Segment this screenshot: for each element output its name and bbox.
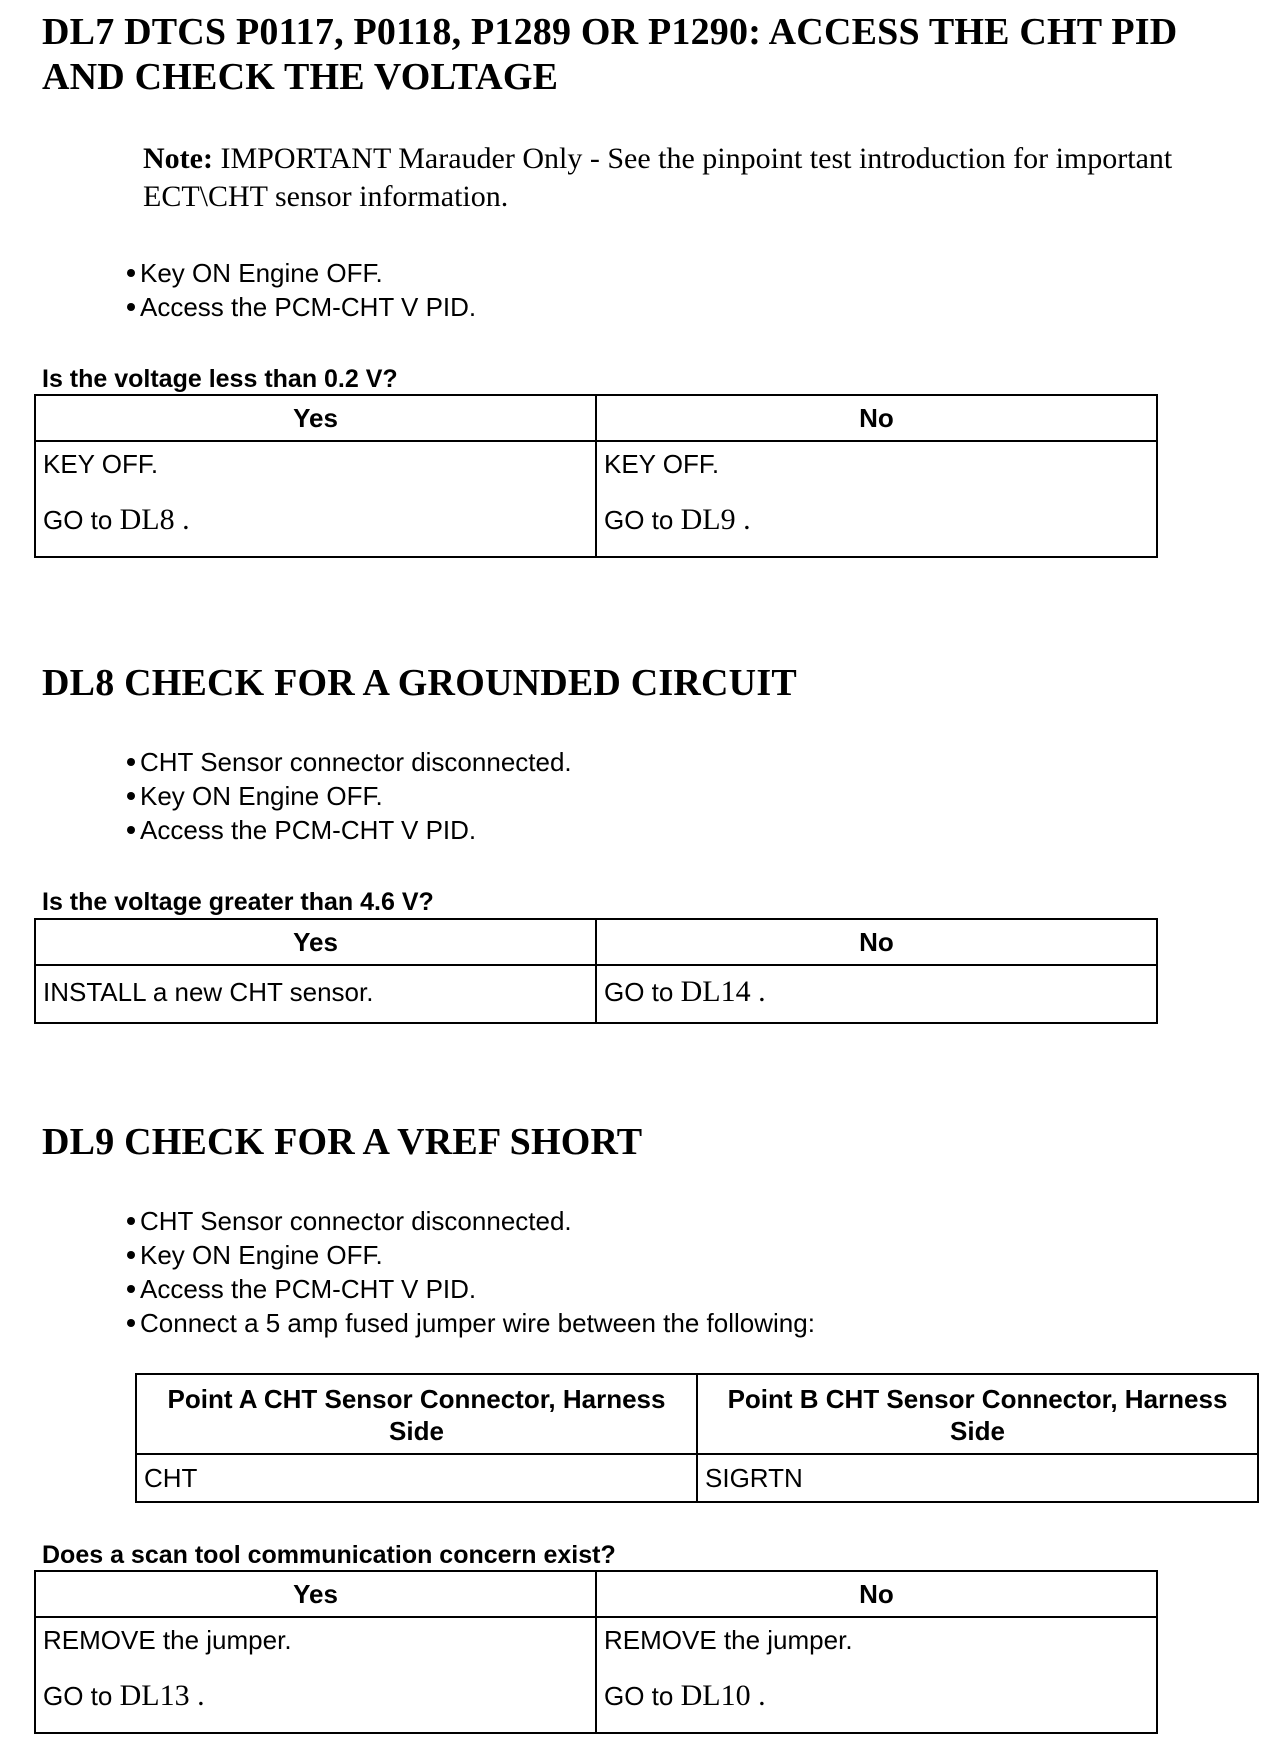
list-item: Access the PCM-CHT V PID.	[124, 290, 476, 324]
goto-link-dl10[interactable]: DL10 .	[680, 1679, 766, 1712]
goto-prefix: GO to	[604, 977, 674, 1007]
goto-link-dl13[interactable]: DL13 .	[119, 1679, 205, 1712]
dl9-heading: DL9 CHECK FOR A VREF SHORT	[42, 1121, 643, 1163]
note-text: IMPORTANT Marauder Only - See the pinpoint test introduction for important ECT\CHT sensor information.	[143, 142, 1173, 213]
no-goto	[604, 504, 1149, 536]
no-cell	[596, 965, 1157, 1023]
dl8-answer-table	[34, 918, 1158, 1024]
point-b-header: Point B CHT Sensor Connector, Harness Side	[697, 1374, 1258, 1454]
point-a-header: Point A CHT Sensor Connector, Harness Side	[136, 1374, 697, 1454]
yes-action: INSTALL a new CHT sensor.	[43, 977, 374, 1007]
list-item: Connect a 5 amp fused jumper wire between the following:	[124, 1306, 815, 1340]
yes-cell	[35, 1617, 596, 1733]
dl7-note	[143, 140, 1173, 216]
yes-header: Yes	[35, 1571, 596, 1617]
list-item: CHT Sensor connector disconnected.	[124, 745, 572, 779]
no-header: No	[596, 1571, 1157, 1617]
yes-action: KEY OFF.	[43, 449, 159, 479]
yes-goto	[43, 1680, 588, 1712]
list-item: Key ON Engine OFF.	[124, 1238, 815, 1272]
goto-prefix: GO to	[604, 505, 674, 535]
no-cell	[596, 441, 1157, 557]
yes-cell	[35, 441, 596, 557]
dl7-bullet-list	[124, 256, 476, 324]
dl7-question: Is the voltage less than 0.2 V?	[42, 365, 398, 393]
no-goto	[604, 1680, 1149, 1712]
list-item: Access the PCM-CHT V PID.	[124, 1272, 815, 1306]
point-b-value: SIGRTN	[697, 1454, 1258, 1502]
dl9-question: Does a scan tool communication concern exist?	[42, 1541, 616, 1569]
no-action: KEY OFF.	[604, 449, 720, 479]
note-label: Note:	[143, 142, 213, 175]
dl8-heading: DL8 CHECK FOR A GROUNDED CIRCUIT	[42, 662, 797, 704]
point-a-value: CHT	[136, 1454, 697, 1502]
goto-link-dl14[interactable]: DL14 .	[680, 975, 766, 1008]
no-header: No	[596, 395, 1157, 441]
goto-link-dl8[interactable]: DL8 .	[119, 503, 190, 536]
goto-prefix: GO to	[604, 1681, 674, 1711]
no-cell	[596, 1617, 1157, 1733]
dl7-heading: DL7 DTCS P0117, P0118, P1289 OR P1290: ACCESS THE CHT PID AND CHECK THE VOLTAGE	[42, 11, 1178, 98]
dl8-question: Is the voltage greater than 4.6 V?	[42, 888, 434, 916]
yes-cell	[35, 965, 596, 1023]
no-goto	[604, 976, 1149, 1008]
list-item: CHT Sensor connector disconnected.	[124, 1204, 815, 1238]
jumper-points-table	[135, 1373, 1259, 1503]
yes-action: REMOVE the jumper.	[43, 1625, 292, 1655]
list-item: Access the PCM-CHT V PID.	[124, 813, 572, 847]
dl9-bullet-list	[124, 1204, 815, 1340]
list-item: Key ON Engine OFF.	[124, 256, 476, 290]
yes-header: Yes	[35, 919, 596, 965]
yes-header: Yes	[35, 395, 596, 441]
goto-prefix: GO to	[43, 505, 113, 535]
no-action: REMOVE the jumper.	[604, 1625, 853, 1655]
goto-prefix: GO to	[43, 1681, 113, 1711]
no-header: No	[596, 919, 1157, 965]
dl7-answer-table	[34, 394, 1158, 558]
list-item: Key ON Engine OFF.	[124, 779, 572, 813]
goto-link-dl9[interactable]: DL9 .	[680, 503, 751, 536]
yes-goto	[43, 504, 588, 536]
dl8-bullet-list	[124, 745, 572, 847]
dl9-answer-table	[34, 1570, 1158, 1734]
